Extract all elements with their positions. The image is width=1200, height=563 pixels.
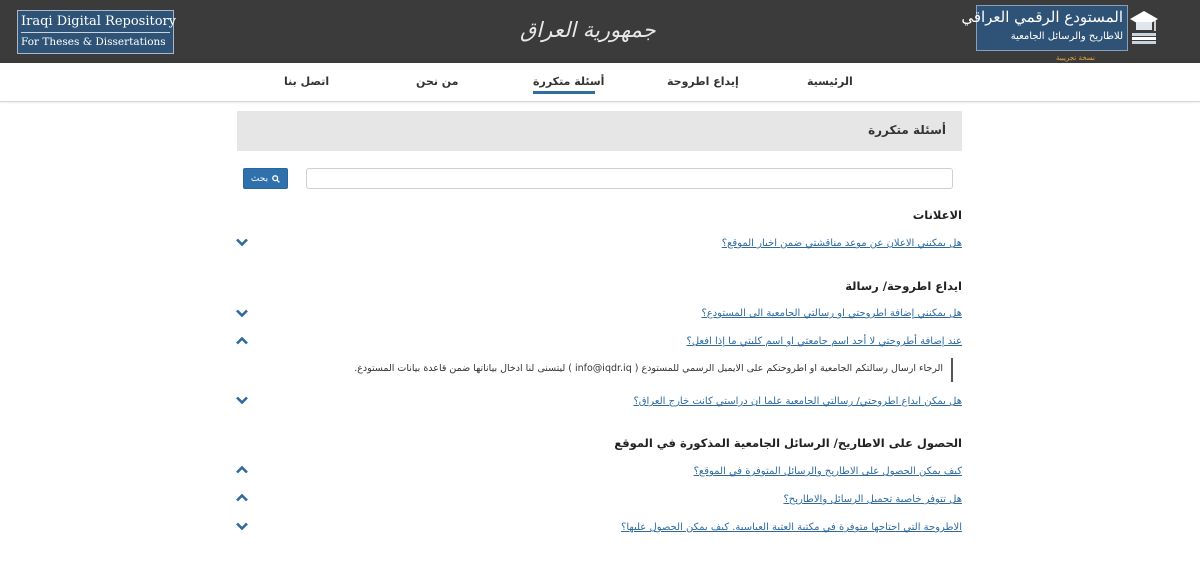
nav-item-deposit-thesis[interactable]: إيداع اطروحة — [667, 75, 739, 88]
chevron-down-icon[interactable] — [236, 396, 248, 404]
arabic-logo[interactable] — [961, 5, 1182, 62]
nav-item-contact[interactable]: اتصل بنا — [284, 75, 330, 88]
nav-item-about[interactable]: من نحن — [416, 75, 459, 88]
search-button-label: بحث — [250, 173, 269, 184]
site-header — [0, 0, 1200, 63]
section-title-deposit: ايداع اطروحة/ رسالة — [845, 279, 962, 293]
arabic-logo-title: المستودع الرقمي العراقي — [961, 8, 1123, 26]
nav-item-faq[interactable]: أسئلة متكررة — [533, 75, 605, 88]
beta-badge: نسخة تجريبية — [1056, 54, 1095, 62]
faq-question[interactable]: هل يمكنني إضافة اطروحتي او رسالتي الجامعية الى المستودع؟ — [701, 308, 962, 319]
faq-question[interactable]: كيف يمكن الحصول على الاطاريح والرسائل المتوفرة في الموقع؟ — [693, 466, 962, 477]
faq-question[interactable]: هل يمكن ايداع اطروحتي/ رسالتي الجامعية علما ان دراستي كانت خارج العراق؟ — [633, 396, 962, 407]
faq-question[interactable]: هل يمكنني الاعلان عن موعد مناقشتي ضمن اخبار الموقع؟ — [721, 238, 962, 249]
faq-answer-text: الرجاء ارسال رسالتكم الجامعية او اطروحتكم على الايميل الرسمي للمستودع ( info@iqdr.iq ) ليتسنى لنا ادخال بياناتها ضمن قاعدة بيانات المستودع. — [354, 363, 943, 374]
english-logo[interactable] — [17, 10, 177, 54]
english-logo-divider — [21, 32, 170, 33]
search-input[interactable] — [306, 168, 953, 189]
english-logo-title: Iraqi Digital Repository — [21, 14, 177, 29]
faq-answer — [354, 358, 953, 382]
main-nav — [0, 63, 1200, 102]
english-logo-subtitle: For Theses & Dissertations — [21, 36, 166, 48]
iraq-republic-emblem: جمهورية العراق — [520, 18, 656, 42]
faq-question[interactable]: الاطروحة التي احتاجها متوفرة في مكتبة العتبة العباسية. كيف يمكن الحصول عليها؟ — [621, 522, 962, 533]
section-title-obtaining-theses: الحصول على الاطاريح/ الرسائل الجامعية المذكورة في الموقع — [614, 436, 962, 450]
chevron-down-icon[interactable] — [236, 309, 248, 317]
chevron-down-icon[interactable] — [236, 238, 248, 246]
search-button[interactable] — [243, 168, 288, 189]
faq-question[interactable]: عند إضافة أطروحتي لا أجد اسم جامعتي او اسم كليتي ما إذا افعل؟ — [686, 336, 962, 347]
page-title: أسئلة متكررة — [868, 123, 946, 137]
nav-item-home[interactable]: الرئيسية — [807, 75, 853, 88]
chevron-up-icon[interactable] — [236, 466, 248, 474]
arabic-logo-subtitle: للاطاريح والرسائل الجامعية — [1010, 31, 1123, 42]
chevron-down-icon[interactable] — [236, 522, 248, 530]
search-icon — [272, 175, 280, 183]
arabic-logo-box — [961, 5, 1128, 51]
page-title-bar — [237, 111, 962, 151]
graduation-cap-icon — [1128, 5, 1160, 51]
chevron-up-icon[interactable] — [236, 337, 248, 345]
faq-question[interactable]: هل تتوفر خاصية تحميل الرسائل والاطاريح؟ — [783, 494, 962, 505]
section-title-announcements: الاعلانات — [912, 208, 962, 222]
nav-active-indicator — [533, 91, 595, 94]
chevron-up-icon[interactable] — [236, 494, 248, 502]
